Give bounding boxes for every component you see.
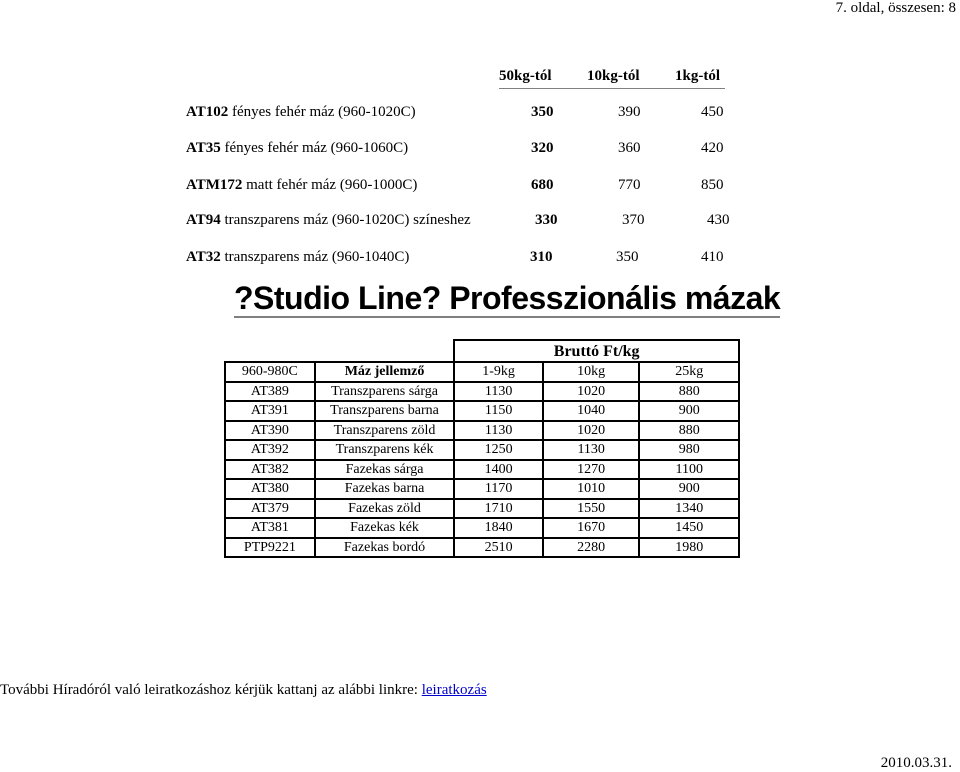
price-10kg: 370 [622,212,645,228]
price-10kg: 360 [618,140,641,156]
blank-cell [225,340,454,362]
cell-price: 1010 [543,479,640,499]
unsubscribe-link[interactable]: leiratkozás [421,682,487,698]
cell-desc: Transzparens zöld [315,421,455,441]
cell-price: 880 [639,421,739,441]
cell-code: AT379 [225,499,315,519]
title-underline [234,316,780,318]
price-tier-50kg: 50kg-tól [499,68,552,84]
glaze-code: AT35 [186,140,221,156]
glaze-row [186,177,746,197]
table-bruto-row [225,340,739,362]
cell-price: 1550 [543,499,640,519]
cell-price: 1670 [543,518,640,538]
cell-code: PTP9221 [225,538,315,558]
footer [0,682,487,699]
price-50kg: 350 [531,104,554,120]
cell-desc: Fazekas bordó [315,538,455,558]
glaze-desc: transzparens máz (960-1020C) színeshez [224,212,471,228]
price-1kg: 420 [701,140,724,156]
cell-price: 1020 [543,421,640,441]
glaze-row [186,249,746,269]
col-header-1-9kg: 1-9kg [454,362,543,382]
bruto-header: Bruttó Ft/kg [454,340,739,362]
cell-price: 1450 [639,518,739,538]
glaze-code: ATM172 [186,177,243,193]
price-10kg: 770 [618,177,641,193]
glaze-code: AT102 [186,104,229,120]
cell-price: 1170 [454,479,543,499]
table-row [225,538,739,558]
cell-price: 1400 [454,460,543,480]
cell-code: AT390 [225,421,315,441]
glaze-row [186,212,746,232]
cell-price: 1840 [454,518,543,538]
cell-price: 1040 [543,401,640,421]
studio-line-price-table [224,339,740,558]
col-header-temp: 960-980C [225,362,315,382]
header-underline [499,88,725,89]
section-title [234,280,780,317]
cell-price: 1710 [454,499,543,519]
cell-code: AT392 [225,440,315,460]
cell-price: 900 [639,479,739,499]
glaze-code: AT94 [186,212,221,228]
price-1kg: 410 [701,249,724,265]
col-header-25kg: 25kg [639,362,739,382]
section-title-text: ?Studio Line? Professzionális mázak [234,280,781,316]
cell-price: 1150 [454,401,543,421]
cell-code: AT391 [225,401,315,421]
table-row [225,518,739,538]
table-row [225,499,739,519]
page-info: 7. oldal, összesen: 8 [835,0,956,16]
cell-price: 2510 [454,538,543,558]
cell-price: 1250 [454,440,543,460]
price-50kg: 320 [531,140,554,156]
cell-desc: Fazekas sárga [315,460,455,480]
cell-price: 900 [639,401,739,421]
cell-desc: Transzparens sárga [315,382,455,402]
col-header-desc: Máz jellemző [315,362,455,382]
price-10kg: 390 [618,104,641,120]
cell-price: 1270 [543,460,640,480]
price-10kg: 350 [616,249,639,265]
table-row [225,421,739,441]
table-row [225,440,739,460]
cell-code: AT380 [225,479,315,499]
glaze-desc: fényes fehér máz (960-1020C) [231,104,416,120]
date: 2010.03.31. [880,755,952,771]
glaze-desc: fényes fehér máz (960-1060C) [224,140,409,156]
cell-desc: Transzparens barna [315,401,455,421]
table-row [225,382,739,402]
table-header-row [225,362,739,382]
cell-desc: Fazekas zöld [315,499,455,519]
cell-price: 1130 [454,421,543,441]
cell-price: 1130 [454,382,543,402]
cell-price: 1020 [543,382,640,402]
cell-price: 880 [639,382,739,402]
cell-price: 1340 [639,499,739,519]
price-50kg: 680 [531,177,554,193]
price-1kg: 430 [707,212,730,228]
cell-desc: Fazekas kék [315,518,455,538]
glaze-row [186,140,746,160]
cell-price: 1100 [639,460,739,480]
cell-price: 1130 [543,440,640,460]
cell-desc: Transzparens kék [315,440,455,460]
col-header-10kg: 10kg [543,362,640,382]
cell-price: 980 [639,440,739,460]
table-row [225,479,739,499]
price-tier-10kg: 10kg-tól [587,68,640,84]
price-50kg: 310 [530,249,553,265]
price-50kg: 330 [535,212,558,228]
cell-price: 1980 [639,538,739,558]
glaze-code: AT32 [186,249,221,265]
price-tier-1kg: 1kg-tól [675,68,720,84]
glaze-row [186,104,746,124]
cell-price: 2280 [543,538,640,558]
price-1kg: 850 [701,177,724,193]
cell-code: AT381 [225,518,315,538]
cell-desc: Fazekas barna [315,479,455,499]
table-row [225,460,739,480]
price-1kg: 450 [701,104,724,120]
cell-code: AT389 [225,382,315,402]
table-row [225,401,739,421]
glaze-desc: matt fehér máz (960-1000C) [246,177,418,193]
footer-text: További Híradóról való leiratkozáshoz kérjük kattanj az alábbi linkre: [0,682,422,698]
cell-code: AT382 [225,460,315,480]
glaze-desc: transzparens máz (960-1040C) [224,249,410,265]
